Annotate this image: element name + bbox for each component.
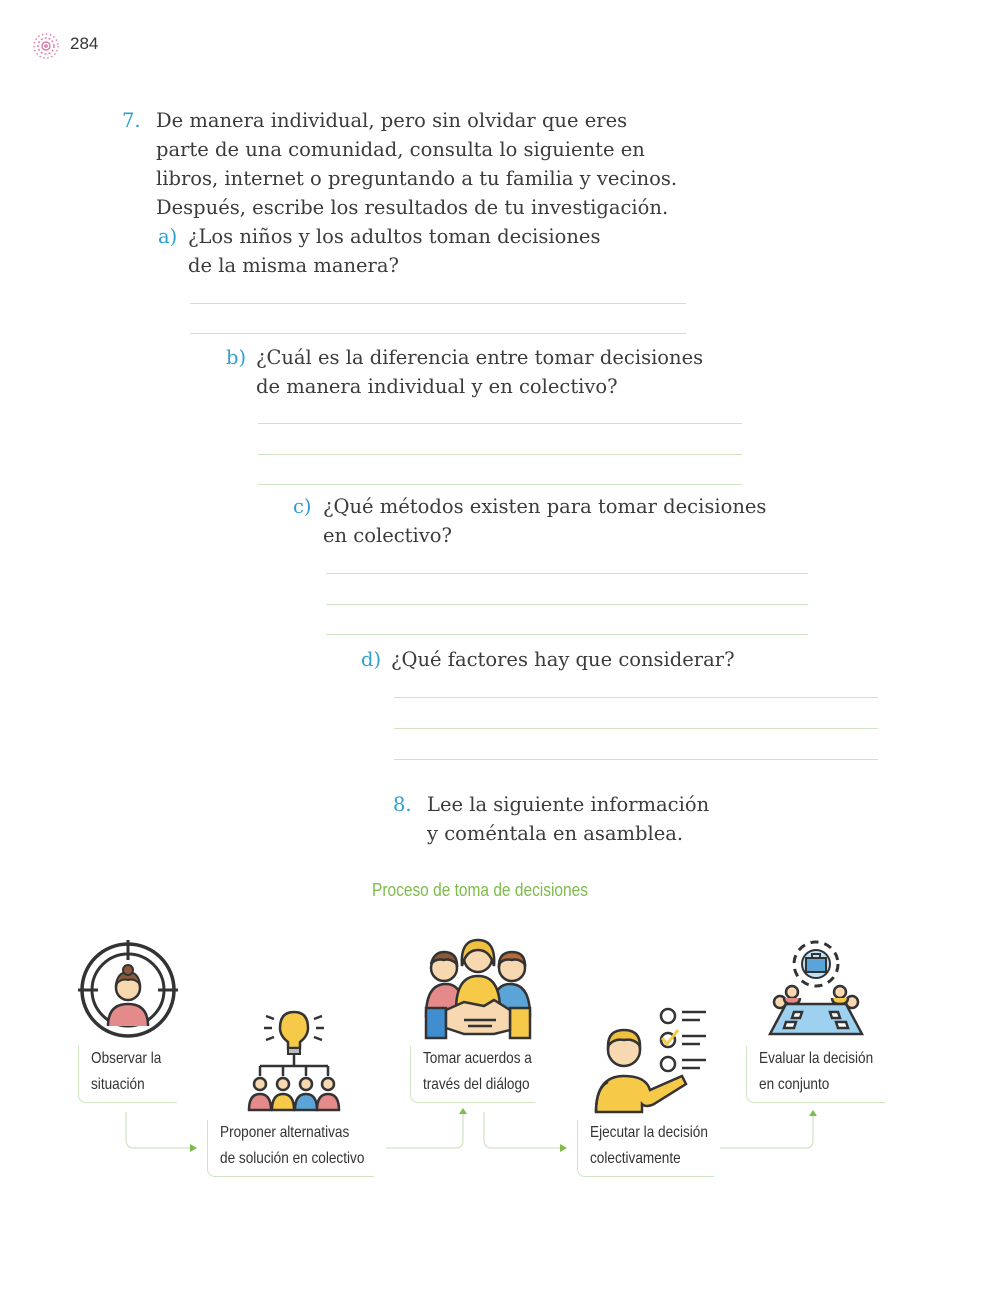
subquestion-line: de manera individual y en colectivo? <box>256 375 618 398</box>
lightbulb-team-icon <box>246 1006 342 1114</box>
handshake-group-icon <box>424 936 532 1040</box>
question-line: libros, internet o preguntando a tu familia y vecinos. <box>156 167 678 190</box>
step-label-line: situación <box>91 1076 145 1093</box>
subquestion-line: de la misma manera? <box>188 254 399 277</box>
subquestion-letter: d) <box>361 648 382 671</box>
process-step-4 <box>577 1120 714 1177</box>
question-line: y coméntala en asamblea. <box>427 822 684 845</box>
step-label-line: en conjunto <box>759 1076 830 1093</box>
step-label-line: Ejecutar la decisión <box>590 1124 708 1141</box>
subquestion-line: ¿Qué factores hay que considerar? <box>391 648 735 671</box>
step-label-line: colectivamente <box>590 1150 681 1167</box>
question-line: Lee la siguiente información <box>427 793 710 816</box>
question-line: Después, escribe los resultados de tu investigación. <box>156 196 669 219</box>
subquestion-line: ¿Qué métodos existen para tomar decisiones <box>323 495 767 518</box>
subquestion-letter: a) <box>158 225 178 248</box>
page-number: 284 <box>70 34 99 53</box>
subquestion-letter: c) <box>293 495 312 518</box>
step-label-line: Tomar acuerdos a <box>423 1050 532 1067</box>
subquestion-line: ¿Los niños y los adultos toman decisiones <box>188 225 601 248</box>
subquestion-line: en colectivo? <box>323 524 452 547</box>
question-line: parte de una comunidad, consulta lo siguiente en <box>156 138 645 161</box>
process-step-3 <box>410 1046 535 1103</box>
meeting-table-icon <box>766 938 866 1038</box>
process-step-2 <box>207 1120 374 1177</box>
step-label-line: de solución en colectivo <box>220 1150 365 1167</box>
step-label-line: Observar la <box>91 1050 162 1067</box>
question-number: 7. <box>122 109 141 132</box>
process-title: Proceso de toma de decisiones <box>372 880 588 900</box>
target-person-icon <box>78 940 178 1040</box>
step-label-line: Evaluar la decisión <box>759 1050 874 1067</box>
person-checklist-icon <box>594 1004 710 1116</box>
question-number: 8. <box>393 793 412 816</box>
subquestion-letter: b) <box>226 346 247 369</box>
step-label-line: Proponer alternativas <box>220 1124 350 1141</box>
step-label-line: través del diálogo <box>423 1076 530 1093</box>
process-step-5 <box>746 1046 885 1103</box>
subquestion-line: ¿Cuál es la diferencia entre tomar decisiones <box>256 346 704 369</box>
question-line: De manera individual, pero sin olvidar que eres <box>156 109 628 132</box>
process-step-1 <box>78 1046 177 1103</box>
